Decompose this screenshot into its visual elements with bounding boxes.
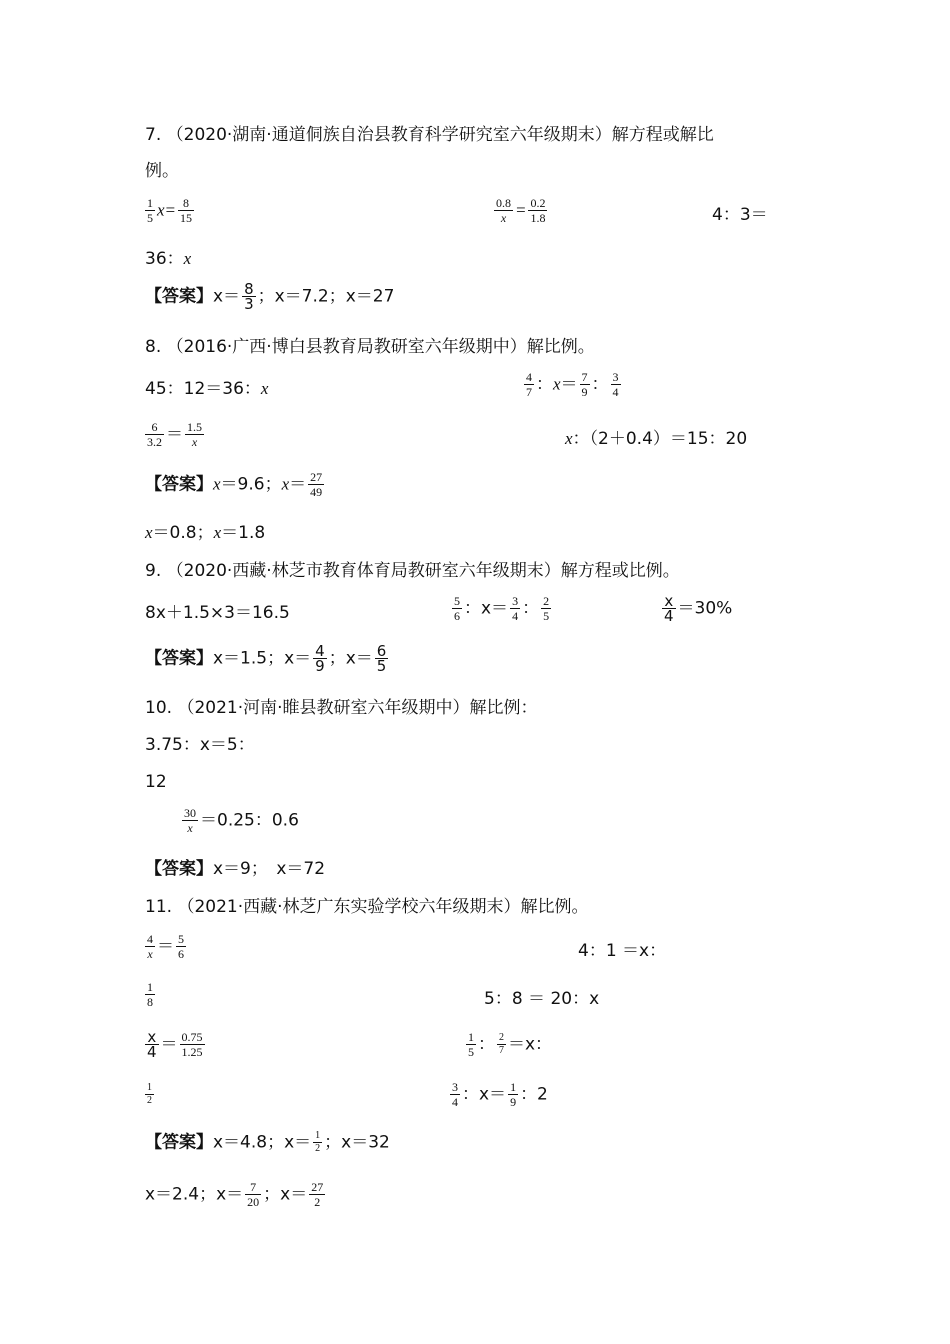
fraction: $\frac{1}{5}$ [147,196,153,225]
q10-answer: 【答案】x＝9； x＝72 [145,859,326,879]
q11-problem-2: 4：1 ＝x： [578,941,667,961]
fraction: $\frac{x}{4}$ [147,1028,157,1061]
fraction: $\frac{8}{3}$ [244,280,254,313]
q11-problem-3: 5：8 ＝ 20：x [484,989,600,1009]
q9-problem-1: 8x＋1.5×3＝16.5 [145,603,290,623]
q7-title: 7. （2020·湖南·通道侗族自治县教育科学研究室六年级期末）解方程或解比 [145,125,714,145]
fraction: $\frac{1}{2}$ [315,1130,321,1154]
fraction: $\frac{4}{9}$ [315,642,325,675]
q8-problem-1: 45：12＝36：x [145,379,269,399]
q9-problem-2: $\frac{5}{6}$ ：x＝ $\frac{3}{4}$ ： $\frac{2}{5}$ [454,594,550,623]
q7-title-cont: 例。 [145,161,179,181]
q11-answer: 【答案】x＝4.8；x＝ $\frac{1}{2}$ ；x＝32 [145,1130,390,1154]
q9-problem-3: $\frac{x}{4}$ ＝30% [664,592,733,625]
q8-title: 8. （2016·广西·博白县教育局教研室六年级期中）解比例。 [145,337,595,357]
q7-answer: 【答案】x＝ $\frac{8}{3}$ ；x＝7.2；x＝27 [145,280,395,313]
fraction: $\frac{2}{7}$ [499,1032,504,1056]
q11-problem-5: $\frac{1}{5}$ ： $\frac{2}{7}$ ＝x： [468,1030,553,1059]
q7-problem-1: $\frac{1}{5}$ x= $\frac{8}{15}$ [147,196,193,225]
fraction: $\frac{x}{4}$ [664,592,674,625]
answer-tag: 【答案】 [145,474,213,495]
fraction: $\frac{6}{3.2}$ [147,420,162,449]
q11-problem-1: $\frac{4}{x}$ ＝ $\frac{5}{6}$ [147,932,184,961]
q10-problem-1-cont: 12 [145,772,167,792]
fraction: $\frac{7}{9}$ [581,370,588,399]
fraction: $\frac{4}{x}$ [147,932,153,961]
q11-title: 11. （2021·西藏·林芝广东实验学校六年级期末）解比例。 [145,897,589,917]
q10-problem-1: 3.75：x＝5： [145,735,255,755]
q8-problem-2: $\frac{4}{7}$ ：x＝ $\frac{7}{9}$ ： $\frac{3}{4}$ [526,370,619,399]
q11-problem-4: $\frac{x}{4}$ ＝ $\frac{0.75}{1.25}$ [147,1028,203,1061]
answer-tag: 【答案】 [145,859,213,879]
fraction: $\frac{2}{5}$ [543,594,550,623]
q11-problem-2-cont [143,980,157,1009]
fraction: $\frac{1.5}{x}$ [187,420,202,449]
fraction: $\frac{5}{6}$ [454,594,460,623]
fraction: $\frac{1}{9}$ [510,1080,517,1109]
q11-problem-6: $\frac{3}{4}$ ：x＝ $\frac{1}{9}$ ：2 [452,1080,548,1109]
fraction: $\frac{6}{5}$ [376,642,387,675]
fraction: $\frac{4}{7}$ [526,370,532,399]
fraction: $\frac{27}{2}$ [311,1180,324,1209]
fraction: $\frac{30}{x}$ [184,806,196,835]
fraction: $\frac{8}{15}$ [180,196,193,225]
q8-answer-2: x＝0.8；x＝1.8 [145,523,266,543]
fraction: $\frac{3}{4}$ [612,370,619,399]
fraction: $\frac{0.8}{x}$ [496,196,511,225]
fraction: $\frac{3}{4}$ [452,1080,458,1109]
fraction: $\frac{27}{49}$ [310,470,323,499]
fraction: $\frac{3}{4}$ [512,594,519,623]
q9-title: 9. （2020·西藏·林芝市教育体育局教研室六年级期末）解方程或比例。 [145,561,680,581]
q7-problem-3b: 36：x [145,249,192,269]
q7-problem-2: $\frac{0.8}{x}$ = $\frac{0.2}{1.8}$ [496,196,546,225]
q8-problem-4: x：（2＋0.4）＝15：20 [565,429,748,449]
answer-tag: 【答案】 [145,1132,213,1153]
q9-answer: 【答案】x＝1.5；x＝ $\frac{4}{9}$ ；x＝ $\frac{6}{5}$ [145,642,387,675]
answer-tag: 【答案】 [145,286,213,307]
fraction: $\frac{7}{20}$ [247,1180,260,1209]
q11-answer-2: x＝2.4；x＝ $\frac{7}{20}$ ；x＝ $\frac{27}{2}$ [145,1180,324,1209]
q7-problem-3a: 4：3＝ [712,205,768,225]
fraction: $\frac{0.2}{1.8}$ [530,196,546,225]
q8-problem-3: $\frac{6}{3.2}$ ＝ $\frac{1.5}{x}$ [147,420,202,449]
fraction: $\frac{0.75}{1.25}$ [181,1030,203,1059]
q11-problem-5-cont [143,1082,156,1107]
fraction: $\frac{1}{8}$ [147,980,153,1009]
q10-problem-2: $\frac{30}{x}$ ＝0.25：0.6 [184,806,299,835]
fraction: $\frac{1}{5}$ [468,1030,474,1059]
q8-answer: 【答案】x＝9.6；x＝ $\frac{27}{49}$ [145,470,323,499]
fraction: $\frac{5}{6}$ [178,932,184,961]
fraction: $\frac{1}{2}$ [147,1082,152,1106]
answer-tag: 【答案】 [145,648,213,669]
q10-title: 10. （2021·河南·睢县教研室六年级期中）解比例： [145,698,538,718]
